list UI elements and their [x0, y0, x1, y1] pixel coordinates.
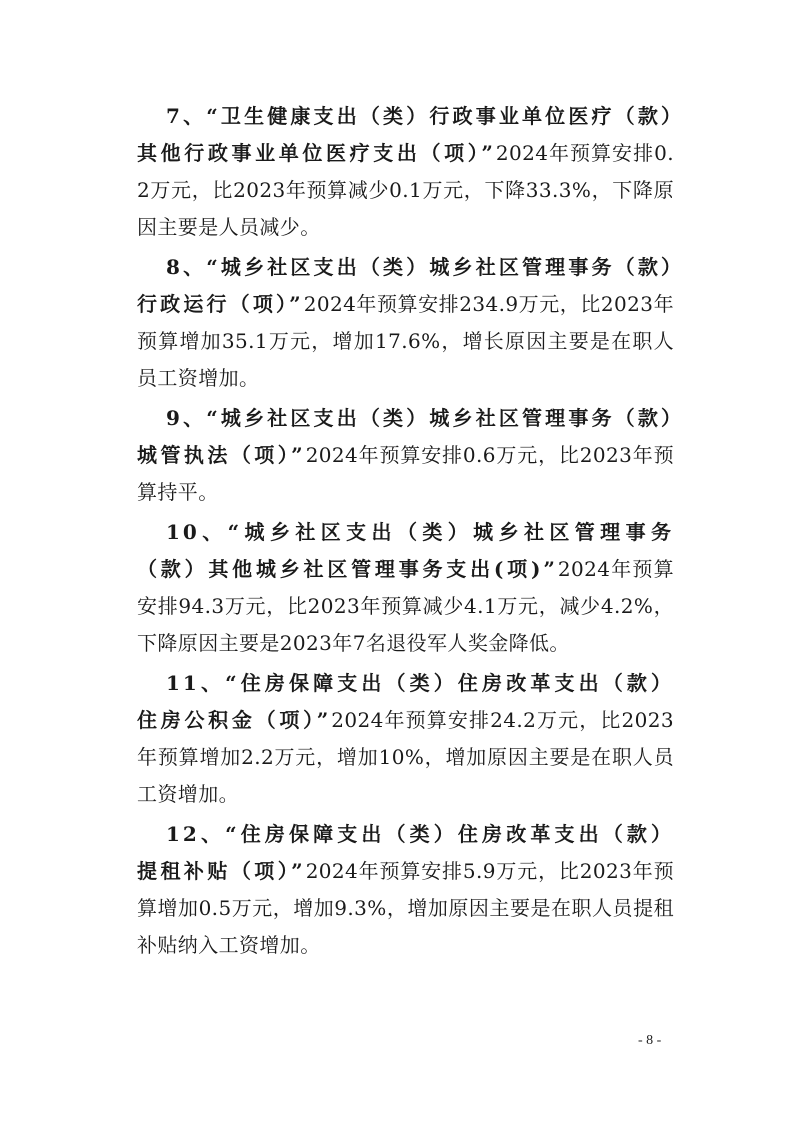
paragraph-item-11	[137, 665, 674, 813]
item-7-text: 2024年预算安排0.2万元，比2023年预算减少0.1万元，下降33.3%，下降原因主要是人员减少。	[137, 141, 674, 239]
paragraph-item-7	[137, 98, 674, 246]
page-number: - 8 -	[638, 1033, 662, 1048]
item-10-heading: 10、“城乡社区支出（类）城乡社区管理事务（款）其他城乡社区管理事务支出(项)”	[137, 520, 674, 581]
item-8-heading: 8、“城乡社区支出（类）城乡社区管理事务（款）行政运行（项）”	[137, 255, 674, 316]
item-11-text: 2024年预算安排24.2万元，比2023年预算增加2.2万元，增加10%，增加原因主要是在职人员工资增加。	[137, 708, 674, 806]
item-9-heading: 9、“城乡社区支出（类）城乡社区管理事务（款）城管执法（项）”	[137, 406, 674, 467]
item-7-heading: 7、“卫生健康支出（类）行政事业单位医疗（款）其他行政事业单位医疗支出（项）”	[137, 104, 674, 165]
paragraph-item-8	[137, 249, 674, 397]
item-11-heading: 11、“住房保障支出（类）住房改革支出（款）住房公积金（项）”	[137, 671, 674, 732]
paragraph-item-12	[137, 816, 674, 964]
paragraph-item-9	[137, 400, 674, 511]
item-9-text: 2024年预算安排0.6万元，比2023年预算持平。	[137, 443, 674, 504]
document-body	[137, 98, 674, 967]
paragraph-item-10	[137, 514, 674, 662]
item-12-text: 2024年预算安排5.9万元，比2023年预算增加0.5万元，增加9.3%，增加原因主要是在职人员提租补贴纳入工资增加。	[137, 859, 674, 957]
item-12-heading: 12、“住房保障支出（类）住房改革支出（款）提租补贴（项）”	[137, 822, 674, 883]
item-10-text: 2024年预算安排94.3万元，比2023年预算减少4.1万元，减少4.2%，下降原因主要是2023年7名退役军人奖金降低。	[137, 557, 674, 655]
item-8-text: 2024年预算安排234.9万元，比2023年预算增加35.1万元，增加17.6%，增长原因主要是在职人员工资增加。	[137, 292, 674, 390]
